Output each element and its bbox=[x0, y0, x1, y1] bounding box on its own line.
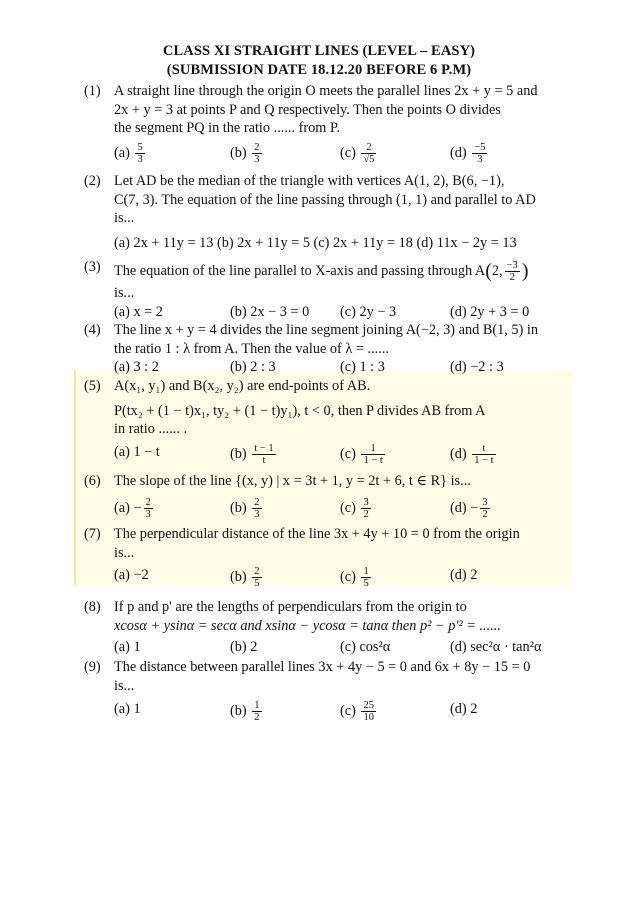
options-row bbox=[114, 497, 564, 523]
option-a[interactable]: (a) − $\frac{2}{3}$ bbox=[114, 497, 151, 521]
question-text: P(tx₂ + (1 − t)x₁, ty₂ + (1 − t)y₁), t < 0, then P divides AB from A bbox=[114, 402, 486, 419]
question-number: (2) bbox=[84, 173, 101, 189]
option-b[interactable]: (b) 2x − 3 = 0 bbox=[230, 304, 310, 320]
question-number: (3) bbox=[84, 259, 101, 275]
question-text: is... bbox=[114, 544, 135, 561]
question-4 bbox=[84, 321, 562, 361]
question-text: The perpendicular distance of the line 3x + 4y + 10 = 0 from the origin bbox=[114, 526, 520, 542]
option-d[interactable]: (d) $\frac{-5}{3}$ bbox=[450, 142, 486, 166]
question-1 bbox=[84, 82, 562, 142]
option-b[interactable]: (b) 2 bbox=[230, 639, 258, 655]
question-text: C(7, 3). The equation of the line passing through (1, 1) and parallel to AD bbox=[114, 191, 536, 208]
question-2 bbox=[84, 172, 562, 232]
question-text: is... bbox=[114, 285, 135, 301]
option-a[interactable]: (a) x = 2 bbox=[114, 304, 163, 320]
question-5 bbox=[84, 377, 562, 441]
question-number: (5) bbox=[84, 378, 101, 394]
option-b[interactable]: (b) $\frac{2}{5}$ bbox=[230, 566, 260, 590]
option-b[interactable]: (b) $\frac{1}{2}$ bbox=[230, 700, 260, 724]
option-c[interactable]: (c) $\frac{1}{1 - t}$ bbox=[340, 443, 383, 467]
question-number: (1) bbox=[84, 83, 101, 99]
option-c[interactable]: (c) cos²α bbox=[340, 639, 391, 655]
question-number: (7) bbox=[84, 526, 101, 542]
question-text: The equation of the line parallel to X-axis and passing through A bbox=[114, 263, 486, 279]
option-a[interactable]: (a) 1 − t bbox=[114, 444, 160, 460]
question-text: xcosα + ysinα = secα and xsinα − ycosα = tanα then p² − p'² = ...... bbox=[114, 617, 501, 634]
option-b[interactable]: (b) $\frac{2}{3}$ bbox=[230, 142, 260, 166]
option-a[interactable]: (a) 3 : 2 bbox=[114, 359, 159, 375]
question-7 bbox=[84, 525, 562, 565]
option-d[interactable]: (d) 2y + 3 = 0 bbox=[450, 304, 530, 320]
option-c[interactable]: (c) 2y − 3 bbox=[340, 304, 397, 320]
question-number: (8) bbox=[84, 599, 101, 615]
question-6 bbox=[84, 472, 562, 494]
options-row bbox=[114, 234, 564, 260]
question-text: A straight line through the origin O meets the parallel lines 2x + y = 5 and bbox=[114, 83, 538, 99]
option-b[interactable]: (b) $\frac{2}{3}$ bbox=[230, 497, 260, 521]
option-c[interactable]: (c) $\frac{25}{10}$ bbox=[340, 700, 374, 724]
options-row bbox=[114, 443, 564, 469]
option-c[interactable]: (c) 1 : 3 bbox=[340, 359, 385, 375]
option-d[interactable]: (d) −2 : 3 bbox=[450, 359, 504, 375]
option-a[interactable]: (a) 1 bbox=[114, 701, 141, 717]
question-text: The distance between parallel lines 3x + 4y − 5 = 0 and 6x + 8y − 15 = 0 bbox=[114, 659, 531, 675]
question-text: the segment PQ in the ratio ...... from P. bbox=[114, 120, 340, 137]
question-text: A(x₁, y₁) and B(x₂, y₂) are end-points of AB. bbox=[114, 378, 371, 394]
question-number: (4) bbox=[84, 322, 101, 338]
options-row bbox=[114, 700, 564, 726]
question-9 bbox=[84, 658, 562, 698]
option-b[interactable]: (b) $\frac{t - 1}{t}$ bbox=[230, 443, 274, 467]
options-row bbox=[114, 566, 564, 592]
options-row bbox=[114, 142, 564, 168]
option-a[interactable]: (a) $\frac{5}{3}$ bbox=[114, 142, 143, 166]
option-d[interactable]: (d) − $\frac{3}{2}$ bbox=[450, 497, 488, 521]
question-text: The line x + y = 4 divides the line segment joining A(−2, 3) and B(1, 5) in bbox=[114, 322, 539, 338]
question-text: Let AD be the median of the triangle with vertices A(1, 2), B(6, −1), bbox=[114, 173, 505, 189]
question-text: the ratio 1 : λ from A. Then the value of λ = ...... bbox=[114, 340, 389, 357]
question-number: (6) bbox=[84, 473, 101, 489]
question-text: in ratio ...... . bbox=[114, 421, 188, 438]
question-number: (9) bbox=[84, 659, 101, 675]
option-d[interactable]: (d) 2 bbox=[450, 567, 478, 583]
option-list[interactable]: (a) 2x + 11y = 13 (b) 2x + 11y = 5 (c) 2x + 11y = 18 (d) 11x − 2y = 13 bbox=[114, 235, 517, 251]
option-c[interactable]: (c) $\frac{2}{√5}$ bbox=[340, 142, 375, 166]
option-d[interactable]: (d) $\frac{t}{1 - t}$ bbox=[450, 443, 494, 467]
question-text: is... bbox=[114, 677, 135, 694]
page-subtitle: (SUBMISSION DATE 18.12.20 BEFORE 6 P.M) bbox=[166, 62, 472, 78]
question-text: 2x + y = 3 at points P and Q respectively. Then the points O divides bbox=[114, 101, 501, 118]
page-title: CLASS XI STRAIGHT LINES (LEVEL – EASY) bbox=[162, 43, 476, 59]
question-text: The slope of the line {(x, y) | x = 3t + 1, y = 2t + 6, t ∈ R} is... bbox=[114, 473, 471, 489]
option-d[interactable]: (d) 2 bbox=[450, 701, 478, 717]
option-c[interactable]: (c) $\frac{1}{5}$ bbox=[340, 566, 369, 590]
option-c[interactable]: (c) $\frac{3}{2}$ bbox=[340, 497, 369, 521]
option-a[interactable]: (a) 1 bbox=[114, 639, 141, 655]
question-8 bbox=[84, 598, 562, 638]
option-a[interactable]: (a) −2 bbox=[114, 567, 149, 583]
option-d[interactable]: (d) sec²α · tan²α bbox=[450, 639, 542, 655]
option-b[interactable]: (b) 2 : 3 bbox=[230, 359, 276, 375]
question-3: (3) The equation of the line parallel to X-axis and passing through A(2, $\frac{-3}{2}$ ) is... bbox=[84, 258, 562, 302]
question-text: If p and p' are the lengths of perpendiculars from the origin to bbox=[114, 599, 467, 615]
question-text: is... bbox=[114, 210, 135, 227]
